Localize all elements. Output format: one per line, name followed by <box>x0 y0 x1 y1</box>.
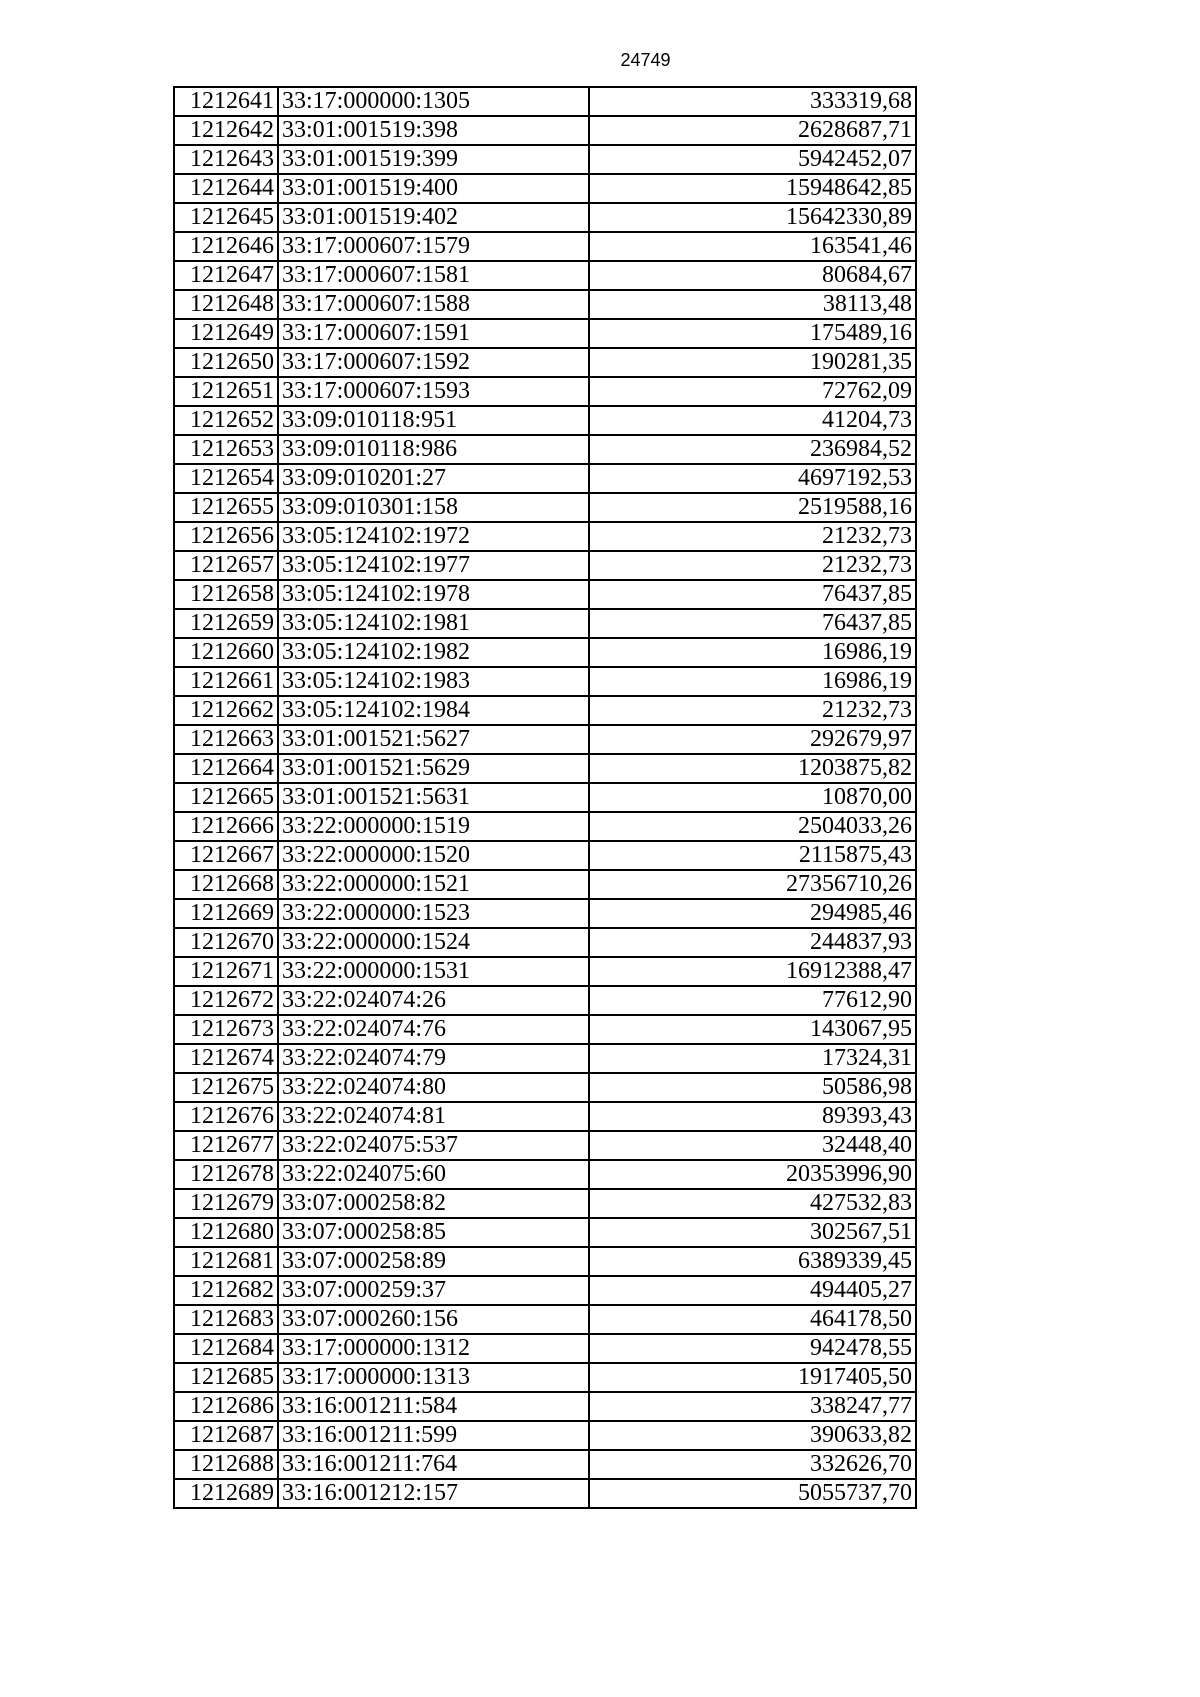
row-id-cell: 1212671 <box>174 957 278 986</box>
cadastral-number-cell: 33:22:000000:1524 <box>278 928 589 957</box>
table-row <box>174 870 916 899</box>
cadastral-number-cell: 33:22:000000:1523 <box>278 899 589 928</box>
row-id-cell: 1212673 <box>174 1015 278 1044</box>
cadastral-number-cell: 33:05:124102:1982 <box>278 638 589 667</box>
row-id-cell: 1212670 <box>174 928 278 957</box>
cadastral-value-cell: 494405,27 <box>589 1276 916 1305</box>
table-row <box>174 696 916 725</box>
table-row <box>174 957 916 986</box>
table-row <box>174 116 916 145</box>
cadastral-number-cell: 33:22:024074:79 <box>278 1044 589 1073</box>
row-id-cell: 1212664 <box>174 754 278 783</box>
row-id-cell: 1212666 <box>174 812 278 841</box>
cadastral-value-cell: 1203875,82 <box>589 754 916 783</box>
cadastral-number-cell: 33:22:000000:1520 <box>278 841 589 870</box>
table-row <box>174 1073 916 1102</box>
cadastral-value-cell: 2628687,71 <box>589 116 916 145</box>
cadastral-value-cell: 20353996,90 <box>589 1160 916 1189</box>
cadastral-number-cell: 33:22:024074:26 <box>278 986 589 1015</box>
table-row <box>174 1305 916 1334</box>
table-row <box>174 725 916 754</box>
cadastral-number-cell: 33:07:000258:89 <box>278 1247 589 1276</box>
row-id-cell: 1212659 <box>174 609 278 638</box>
cadastral-value-cell: 76437,85 <box>589 580 916 609</box>
cadastral-number-cell: 33:05:124102:1984 <box>278 696 589 725</box>
row-id-cell: 1212657 <box>174 551 278 580</box>
cadastral-value-cell: 21232,73 <box>589 696 916 725</box>
row-id-cell: 1212674 <box>174 1044 278 1073</box>
cadastral-number-cell: 33:17:000000:1305 <box>278 87 589 116</box>
cadastral-value-cell: 302567,51 <box>589 1218 916 1247</box>
row-id-cell: 1212641 <box>174 87 278 116</box>
row-id-cell: 1212675 <box>174 1073 278 1102</box>
cadastral-value-cell: 17324,31 <box>589 1044 916 1073</box>
table-row <box>174 899 916 928</box>
cadastral-number-cell: 33:01:001519:399 <box>278 145 589 174</box>
table-row <box>174 232 916 261</box>
cadastral-number-cell: 33:16:001211:584 <box>278 1392 589 1421</box>
table-row <box>174 522 916 551</box>
cadastral-value-cell: 21232,73 <box>589 551 916 580</box>
cadastral-value-cell: 5942452,07 <box>589 145 916 174</box>
cadastral-number-cell: 33:07:000259:37 <box>278 1276 589 1305</box>
table-row <box>174 464 916 493</box>
table-row <box>174 290 916 319</box>
cadastral-value-cell: 942478,55 <box>589 1334 916 1363</box>
cadastral-value-cell: 15642330,89 <box>589 203 916 232</box>
table-row <box>174 1450 916 1479</box>
cadastral-number-cell: 33:17:000607:1591 <box>278 319 589 348</box>
cadastral-value-cell: 175489,16 <box>589 319 916 348</box>
cadastral-number-cell: 33:17:000607:1588 <box>278 290 589 319</box>
table-row <box>174 1102 916 1131</box>
cadastral-value-cell: 16986,19 <box>589 638 916 667</box>
cadastral-number-cell: 33:05:124102:1978 <box>278 580 589 609</box>
cadastral-value-cell: 2519588,16 <box>589 493 916 522</box>
table-row <box>174 1015 916 1044</box>
cadastral-value-cell: 2504033,26 <box>589 812 916 841</box>
row-id-cell: 1212649 <box>174 319 278 348</box>
row-id-cell: 1212676 <box>174 1102 278 1131</box>
table-row <box>174 1218 916 1247</box>
row-id-cell: 1212672 <box>174 986 278 1015</box>
cadastral-number-cell: 33:22:024075:537 <box>278 1131 589 1160</box>
cadastral-value-cell: 16912388,47 <box>589 957 916 986</box>
row-id-cell: 1212642 <box>174 116 278 145</box>
cadastral-number-cell: 33:09:010201:27 <box>278 464 589 493</box>
cadastral-value-cell: 163541,46 <box>589 232 916 261</box>
cadastral-number-cell: 33:09:010118:986 <box>278 435 589 464</box>
table-row <box>174 87 916 116</box>
cadastral-value-cell: 50586,98 <box>589 1073 916 1102</box>
cadastral-value-cell: 32448,40 <box>589 1131 916 1160</box>
table-row <box>174 1247 916 1276</box>
table-row <box>174 551 916 580</box>
row-id-cell: 1212647 <box>174 261 278 290</box>
row-id-cell: 1212679 <box>174 1189 278 1218</box>
table-row <box>174 1044 916 1073</box>
table-row <box>174 406 916 435</box>
cadastral-number-cell: 33:07:000258:82 <box>278 1189 589 1218</box>
row-id-cell: 1212687 <box>174 1421 278 1450</box>
cadastral-number-cell: 33:22:000000:1519 <box>278 812 589 841</box>
row-id-cell: 1212645 <box>174 203 278 232</box>
cadastral-value-cell: 427532,83 <box>589 1189 916 1218</box>
cadastral-number-cell: 33:22:024074:76 <box>278 1015 589 1044</box>
table-row <box>174 319 916 348</box>
table-row <box>174 1334 916 1363</box>
cadastral-value-cell: 464178,50 <box>589 1305 916 1334</box>
row-id-cell: 1212678 <box>174 1160 278 1189</box>
cadastral-value-cell: 236984,52 <box>589 435 916 464</box>
table-row <box>174 1160 916 1189</box>
row-id-cell: 1212684 <box>174 1334 278 1363</box>
row-id-cell: 1212650 <box>174 348 278 377</box>
table-body <box>174 87 916 1508</box>
table-row <box>174 377 916 406</box>
table-row <box>174 754 916 783</box>
cadastral-value-cell: 338247,77 <box>589 1392 916 1421</box>
row-id-cell: 1212686 <box>174 1392 278 1421</box>
row-id-cell: 1212651 <box>174 377 278 406</box>
row-id-cell: 1212654 <box>174 464 278 493</box>
cadastral-value-cell: 190281,35 <box>589 348 916 377</box>
cadastral-value-cell: 16986,19 <box>589 667 916 696</box>
cadastral-number-cell: 33:22:000000:1521 <box>278 870 589 899</box>
table-row <box>174 261 916 290</box>
table-row <box>174 1276 916 1305</box>
cadastral-number-cell: 33:17:000000:1312 <box>278 1334 589 1363</box>
cadastral-value-cell: 2115875,43 <box>589 841 916 870</box>
cadastral-value-cell: 390633,82 <box>589 1421 916 1450</box>
row-id-cell: 1212660 <box>174 638 278 667</box>
cadastral-number-cell: 33:05:124102:1977 <box>278 551 589 580</box>
row-id-cell: 1212643 <box>174 145 278 174</box>
row-id-cell: 1212667 <box>174 841 278 870</box>
row-id-cell: 1212683 <box>174 1305 278 1334</box>
cadastral-value-cell: 143067,95 <box>589 1015 916 1044</box>
row-id-cell: 1212662 <box>174 696 278 725</box>
table-row <box>174 812 916 841</box>
row-id-cell: 1212661 <box>174 667 278 696</box>
table-row <box>174 986 916 1015</box>
cadastral-number-cell: 33:22:024074:81 <box>278 1102 589 1131</box>
table-row <box>174 348 916 377</box>
cadastral-value-cell: 244837,93 <box>589 928 916 957</box>
cadastral-number-cell: 33:22:000000:1531 <box>278 957 589 986</box>
cadastral-value-cell: 332626,70 <box>589 1450 916 1479</box>
row-id-cell: 1212668 <box>174 870 278 899</box>
row-id-cell: 1212689 <box>174 1479 278 1508</box>
table-row <box>174 1189 916 1218</box>
cadastral-value-cell: 5055737,70 <box>589 1479 916 1508</box>
cadastral-number-cell: 33:22:024074:80 <box>278 1073 589 1102</box>
row-id-cell: 1212653 <box>174 435 278 464</box>
row-id-cell: 1212677 <box>174 1131 278 1160</box>
cadastral-value-table <box>173 86 917 1509</box>
table-row <box>174 638 916 667</box>
cadastral-value-cell: 77612,90 <box>589 986 916 1015</box>
row-id-cell: 1212663 <box>174 725 278 754</box>
cadastral-value-cell: 292679,97 <box>589 725 916 754</box>
row-id-cell: 1212658 <box>174 580 278 609</box>
row-id-cell: 1212669 <box>174 899 278 928</box>
table-row <box>174 435 916 464</box>
cadastral-value-cell: 21232,73 <box>589 522 916 551</box>
cadastral-value-cell: 76437,85 <box>589 609 916 638</box>
row-id-cell: 1212646 <box>174 232 278 261</box>
table-row <box>174 928 916 957</box>
cadastral-value-cell: 89393,43 <box>589 1102 916 1131</box>
cadastral-number-cell: 33:05:124102:1972 <box>278 522 589 551</box>
page-number: 24749 <box>620 50 671 70</box>
cadastral-number-cell: 33:01:001521:5631 <box>278 783 589 812</box>
cadastral-number-cell: 33:17:000607:1581 <box>278 261 589 290</box>
table-row <box>174 1421 916 1450</box>
table-row <box>174 609 916 638</box>
table-row <box>174 1479 916 1508</box>
cadastral-number-cell: 33:01:001519:398 <box>278 116 589 145</box>
row-id-cell: 1212655 <box>174 493 278 522</box>
row-id-cell: 1212685 <box>174 1363 278 1392</box>
cadastral-number-cell: 33:22:024075:60 <box>278 1160 589 1189</box>
table-row <box>174 145 916 174</box>
cadastral-number-cell: 33:17:000607:1579 <box>278 232 589 261</box>
cadastral-value-cell: 72762,09 <box>589 377 916 406</box>
row-id-cell: 1212656 <box>174 522 278 551</box>
cadastral-number-cell: 33:16:001211:764 <box>278 1450 589 1479</box>
row-id-cell: 1212688 <box>174 1450 278 1479</box>
table-row <box>174 841 916 870</box>
cadastral-value-cell: 10870,00 <box>589 783 916 812</box>
row-id-cell: 1212648 <box>174 290 278 319</box>
cadastral-value-cell: 41204,73 <box>589 406 916 435</box>
cadastral-number-cell: 33:16:001211:599 <box>278 1421 589 1450</box>
table-row <box>174 174 916 203</box>
cadastral-number-cell: 33:01:001519:400 <box>278 174 589 203</box>
table-row <box>174 203 916 232</box>
row-id-cell: 1212681 <box>174 1247 278 1276</box>
cadastral-number-cell: 33:07:000260:156 <box>278 1305 589 1334</box>
table-row <box>174 667 916 696</box>
cadastral-value-cell: 38113,48 <box>589 290 916 319</box>
cadastral-number-cell: 33:01:001521:5629 <box>278 754 589 783</box>
row-id-cell: 1212644 <box>174 174 278 203</box>
row-id-cell: 1212682 <box>174 1276 278 1305</box>
cadastral-number-cell: 33:17:000607:1592 <box>278 348 589 377</box>
cadastral-number-cell: 33:17:000000:1313 <box>278 1363 589 1392</box>
cadastral-value-cell: 1917405,50 <box>589 1363 916 1392</box>
table-row <box>174 493 916 522</box>
cadastral-number-cell: 33:05:124102:1983 <box>278 667 589 696</box>
row-id-cell: 1212680 <box>174 1218 278 1247</box>
table-row <box>174 1363 916 1392</box>
cadastral-value-cell: 333319,68 <box>589 87 916 116</box>
cadastral-value-cell: 80684,67 <box>589 261 916 290</box>
cadastral-number-cell: 33:16:001212:157 <box>278 1479 589 1508</box>
cadastral-value-cell: 6389339,45 <box>589 1247 916 1276</box>
cadastral-number-cell: 33:01:001519:402 <box>278 203 589 232</box>
cadastral-value-cell: 27356710,26 <box>589 870 916 899</box>
cadastral-number-cell: 33:09:010118:951 <box>278 406 589 435</box>
cadastral-value-cell: 294985,46 <box>589 899 916 928</box>
cadastral-value-cell: 15948642,85 <box>589 174 916 203</box>
cadastral-number-cell: 33:07:000258:85 <box>278 1218 589 1247</box>
table-row <box>174 783 916 812</box>
row-id-cell: 1212652 <box>174 406 278 435</box>
row-id-cell: 1212665 <box>174 783 278 812</box>
cadastral-number-cell: 33:09:010301:158 <box>278 493 589 522</box>
cadastral-number-cell: 33:05:124102:1981 <box>278 609 589 638</box>
cadastral-number-cell: 33:01:001521:5627 <box>278 725 589 754</box>
table-row <box>174 580 916 609</box>
table-row <box>174 1131 916 1160</box>
cadastral-number-cell: 33:17:000607:1593 <box>278 377 589 406</box>
table-row <box>174 1392 916 1421</box>
cadastral-value-cell: 4697192,53 <box>589 464 916 493</box>
